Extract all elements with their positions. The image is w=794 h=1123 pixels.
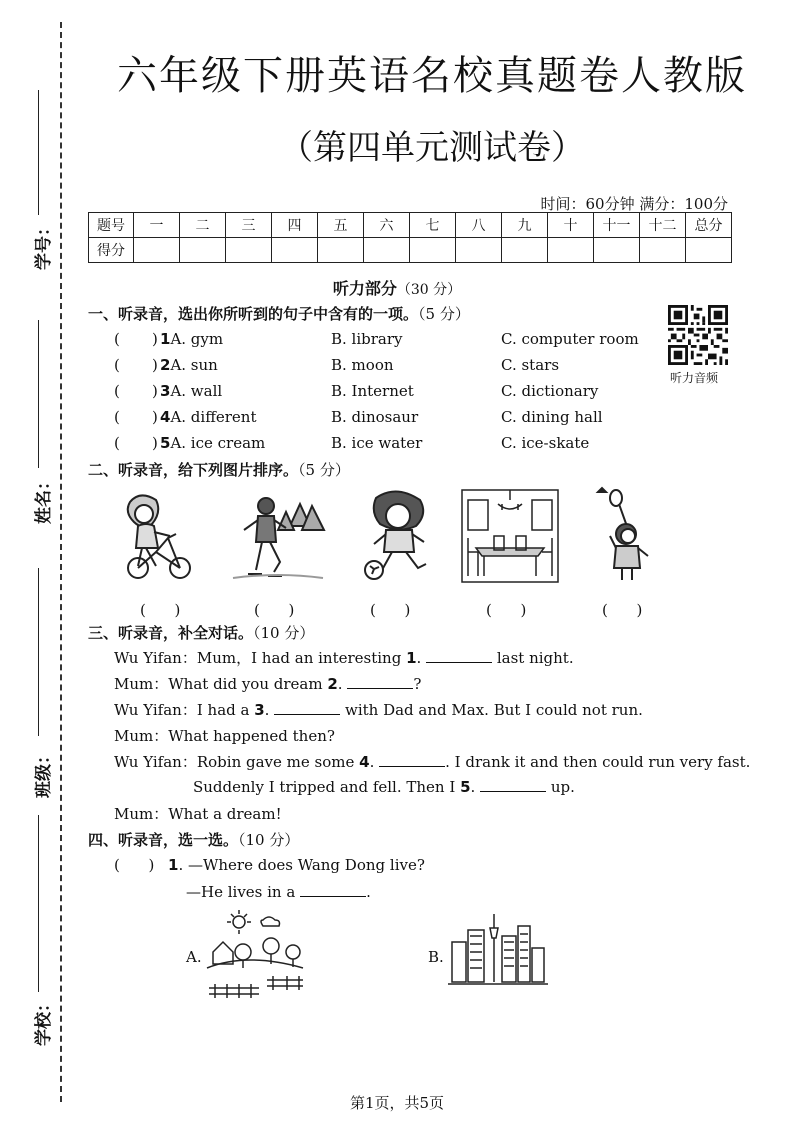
score-col: 十二 [640, 213, 686, 238]
s1-num: 1 [160, 330, 171, 348]
speaker: Mum： [114, 727, 169, 745]
blank-number: 1 [406, 649, 417, 667]
blank-number: 5 [460, 778, 471, 796]
answer-blank[interactable] [274, 700, 340, 715]
s1-a: A. gym [170, 330, 224, 348]
score-col: 九 [502, 213, 548, 238]
answer-blank[interactable] [480, 777, 546, 792]
dialogue-line: Wu Yifan：Robin gave me some 4. . I drank it and then could run very fast. [114, 753, 751, 771]
answer-paren-2[interactable]: ( [114, 356, 120, 374]
girl-playing-badminton-picture [586, 486, 686, 586]
s4-answer-text: —He lives in a [186, 883, 301, 901]
binding-dashed-line [60, 22, 62, 1102]
s1-option-a [160, 382, 222, 400]
score-cell[interactable] [134, 238, 180, 263]
section3-title-text: 三、听录音，补全对话。 [88, 624, 254, 642]
line-text: with Dad and Max. But I could not run. [340, 701, 643, 719]
dining-hall-picture [458, 486, 562, 586]
dialogue-line: Mum：What did you dream 2. ? [114, 675, 422, 693]
line-text: Robin gave me some [196, 753, 360, 771]
answer-blank[interactable] [426, 648, 492, 663]
line-text: Mum，I had an interesting [196, 649, 407, 667]
speaker: Wu Yifan： [114, 701, 197, 719]
page-footer: 第1页，共5页 [349, 1094, 445, 1112]
answer-paren-5[interactable]: ( [114, 434, 120, 452]
s1-a: A. wall [170, 382, 223, 400]
option-a-label: A. [186, 948, 202, 966]
line-text: last night. [492, 649, 574, 667]
option-b-label: B. [428, 948, 444, 966]
dialogue-line [114, 725, 335, 746]
score-cell[interactable] [640, 238, 686, 263]
section4-title-text: 四、听录音，选一选。 [88, 831, 239, 849]
pic-answer-1[interactable]: ( ) [140, 601, 181, 619]
listening-points: （30 分） [396, 282, 462, 298]
qr-code-icon[interactable] [668, 305, 728, 365]
score-col: 八 [456, 213, 502, 238]
dialogue-line: Wu Yifan：I had a 3. with Dad and Max. But I could not run. [114, 701, 643, 719]
dialogue-line [114, 803, 282, 824]
speaker: Wu Yifan： [114, 649, 197, 667]
village-picture [203, 908, 307, 1004]
score-col: 四 [272, 213, 318, 238]
pic-answer-4[interactable]: ( ) [486, 601, 527, 619]
s1-a: A. ice cream [170, 434, 266, 452]
score-col: 二 [180, 213, 226, 238]
student-id-label: 学号： [34, 219, 54, 270]
section4-title [88, 829, 299, 850]
blank-number: 2 [327, 675, 338, 693]
s4-num: 1 [168, 856, 179, 874]
s1-option-a [160, 330, 223, 348]
listening-heading [0, 276, 794, 299]
girl-riding-bike-picture [108, 486, 208, 586]
score-col: 十 [548, 213, 594, 238]
score-col: 五 [318, 213, 364, 238]
s1-a: A. different [170, 408, 257, 426]
s1-option-c: C. dining hall [501, 408, 603, 426]
speaker: Mum： [114, 675, 169, 693]
s1-option-b: B. Internet [331, 382, 414, 400]
score-table-header-label: 题号 [89, 213, 134, 238]
answer-paren-5-close: ) [152, 434, 158, 452]
class-line [38, 568, 39, 736]
score-cell[interactable] [594, 238, 640, 263]
s1-option-c: C. computer room [501, 330, 639, 348]
s1-option-a [160, 434, 265, 452]
answer-blank[interactable] [347, 674, 413, 689]
class-label: 班级： [34, 747, 54, 798]
section4-points: （10 分） [238, 831, 300, 849]
score-cell[interactable] [410, 238, 456, 263]
line-text: What happened then? [168, 727, 335, 745]
score-table-header-row [89, 213, 732, 238]
score-cell[interactable] [180, 238, 226, 263]
score-table [88, 212, 732, 263]
answer-paren-4-close: ) [152, 408, 158, 426]
answer-paren-4[interactable]: ( [114, 408, 120, 426]
pic-answer-2[interactable]: ( ) [254, 601, 295, 619]
section1-title [88, 303, 470, 324]
score-col: 一 [134, 213, 180, 238]
page-subtitle: （第四单元测试卷） [279, 128, 585, 168]
score-table-score-row [89, 238, 732, 263]
score-cell[interactable] [272, 238, 318, 263]
s1-option-c: C. dictionary [501, 382, 599, 400]
line-text: ? [413, 675, 422, 693]
s1-option-b: B. library [331, 330, 403, 348]
line-text: What did you dream [168, 675, 328, 693]
time-info: 时间：60分钟 满分：100分 [540, 195, 728, 213]
s4-answer-line [186, 882, 371, 901]
s1-option-b: B. ice water [331, 434, 423, 452]
score-col: 总分 [686, 213, 732, 238]
speaker: Wu Yifan： [114, 753, 197, 771]
name-line [38, 320, 39, 468]
dialogue-line: Wu Yifan：Mum，I had an interesting 1. last night. [114, 649, 574, 667]
score-cell[interactable] [686, 238, 732, 263]
answer-paren-2-close: ) [152, 356, 158, 374]
s4-answer-paren[interactable]: ( ) [114, 856, 155, 874]
city-picture [448, 912, 548, 986]
score-cell[interactable] [226, 238, 272, 263]
score-cell[interactable] [502, 238, 548, 263]
pic-answer-3[interactable]: ( ) [370, 601, 411, 619]
score-col: 十一 [594, 213, 640, 238]
section3-title [88, 622, 314, 643]
section1-points: （5 分） [418, 305, 470, 323]
s1-num: 2 [160, 356, 171, 374]
s1-num: 4 [160, 408, 171, 426]
name-label: 姓名： [34, 473, 54, 524]
answer-paren-1-close: ) [152, 330, 158, 348]
line-text: Suddenly I tripped and fell. Then I [193, 778, 461, 796]
s1-num: 3 [160, 382, 171, 400]
s1-option-b: B. moon [331, 356, 394, 374]
boy-ice-skating-picture [228, 486, 328, 586]
s1-option-a [160, 408, 256, 426]
school-line [38, 815, 39, 992]
answer-paren-3[interactable]: ( [114, 382, 120, 400]
line-text: up. [546, 778, 575, 796]
score-cell[interactable] [548, 238, 594, 263]
s1-option-c: C. stars [501, 356, 560, 374]
score-table-row-label: 得分 [89, 238, 134, 263]
line-text: What a dream! [168, 805, 282, 823]
qr-label: 听力音频 [670, 371, 719, 385]
line-text: . I drank it and then could run very fast. [445, 753, 751, 771]
score-cell[interactable] [318, 238, 364, 263]
s1-a: A. sun [170, 356, 218, 374]
score-cell[interactable] [456, 238, 502, 263]
s1-option-b: B. dinosaur [331, 408, 419, 426]
s4-answer-text: . [366, 883, 371, 901]
listening-heading-text: 听力部分 [332, 279, 397, 298]
answer-paren-3-close: ) [152, 382, 158, 400]
section1-title-text: 一、听录音，选出你所听到的句子中含有的一项。 [88, 305, 419, 323]
blank-number: 4 [359, 753, 370, 771]
score-col: 三 [226, 213, 272, 238]
s1-option-a [160, 356, 218, 374]
score-cell[interactable] [364, 238, 410, 263]
score-col: 七 [410, 213, 456, 238]
page-title: 六年级下册英语名校真题卷人教版 [117, 53, 747, 99]
answer-blank[interactable] [379, 752, 445, 767]
school-label: 学校： [34, 995, 54, 1046]
line-text: I had a [196, 701, 255, 719]
answer-blank[interactable] [300, 882, 366, 897]
boy-playing-football-picture [350, 486, 450, 586]
blank-number: 3 [254, 701, 265, 719]
dialogue-line: Suddenly I tripped and fell. Then I 5. up. [193, 778, 575, 796]
s1-num: 5 [160, 434, 171, 452]
section2-title [88, 459, 350, 480]
s4-question [168, 856, 425, 874]
s4-question-text: . —Where does Wang Dong live? [178, 856, 425, 874]
section2-points: （5 分） [298, 461, 350, 479]
section3-points: （10 分） [253, 624, 315, 642]
speaker: Mum： [114, 805, 169, 823]
score-col: 六 [364, 213, 410, 238]
pic-answer-5[interactable]: ( ) [602, 601, 643, 619]
answer-paren-1[interactable]: ( [114, 330, 120, 348]
student-id-line [38, 90, 39, 215]
section2-title-text: 二、听录音，给下列图片排序。 [88, 461, 299, 479]
s1-option-c: C. ice-skate [501, 434, 590, 452]
